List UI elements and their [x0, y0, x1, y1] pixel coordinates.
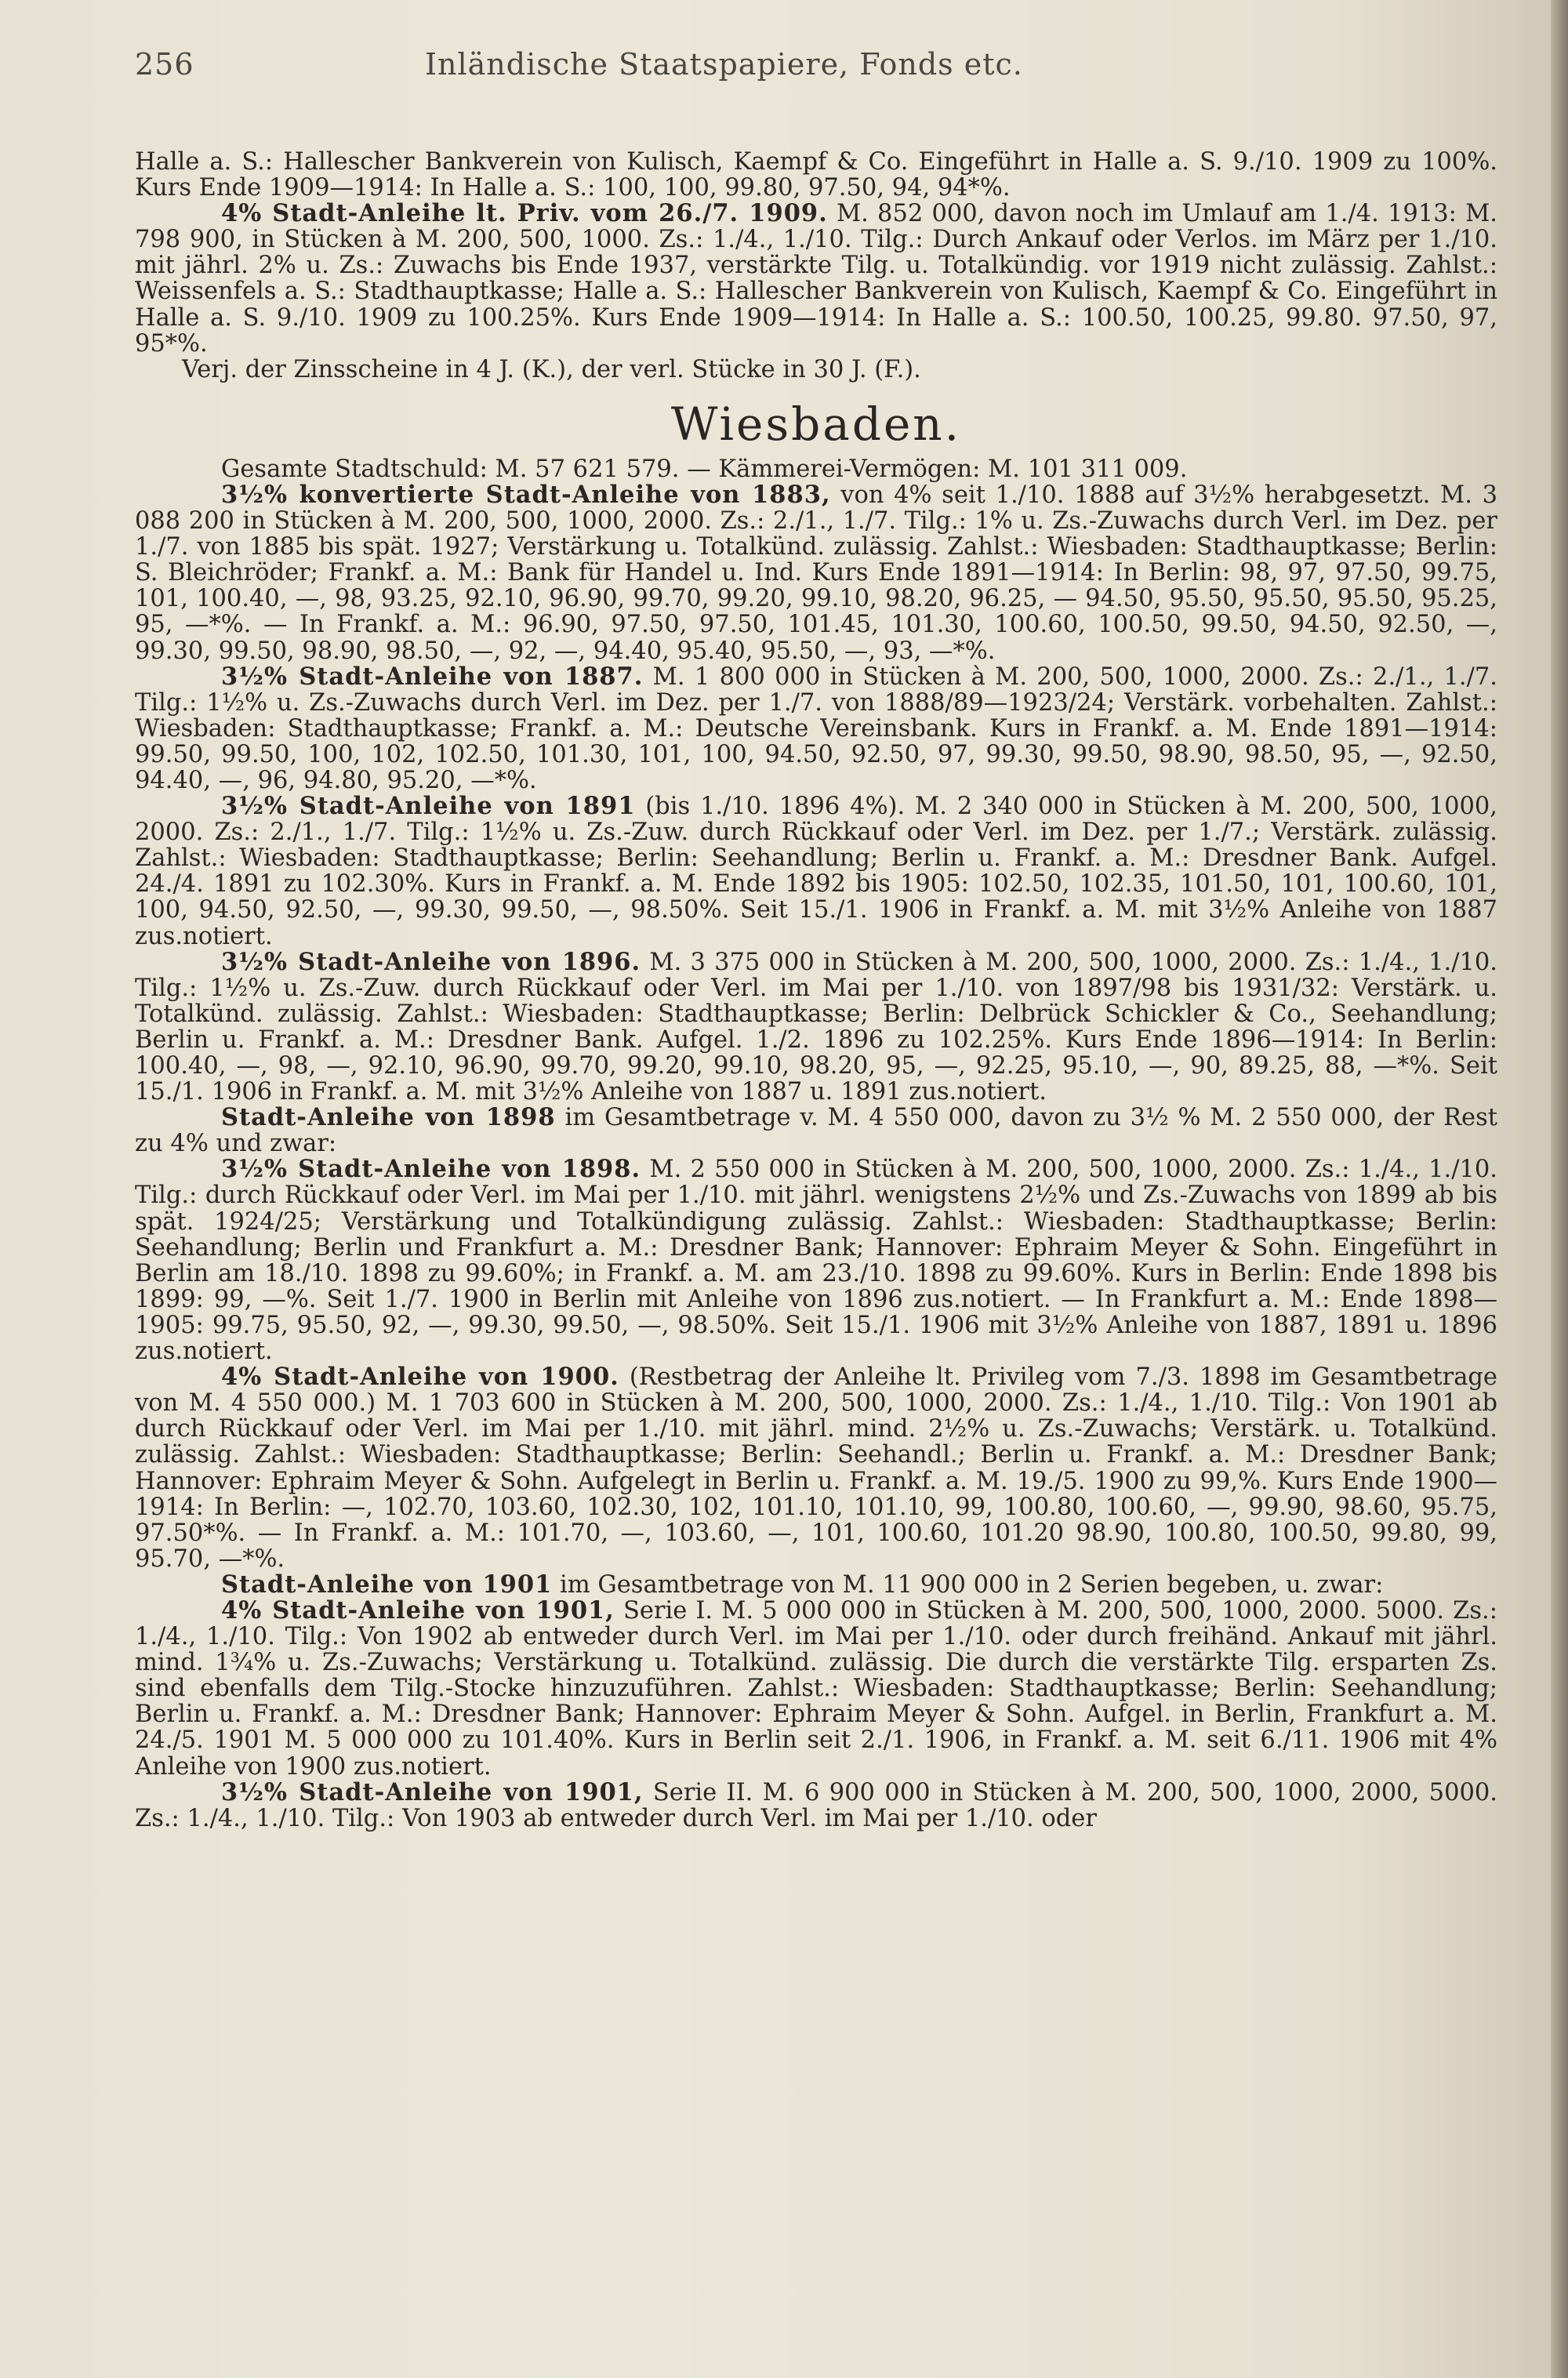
entry-text: im Gesamtbetrage v. M. 4 550 000, davon zu 3½ % M. 2 550 000, der Rest zu 4% und zwar:	[135, 1104, 1498, 1158]
entry-text: Serie I. M. 5 000 000 in Stücken à M. 200, 500, 1000, 2000. 5000. Zs.: 1./4., 1./10. Tilg.: Von 1902 ab entweder durch Verl. im Mai per 1./10. oder durch freihänd. Ankauf mit jährl. mind. 1¾% u. Zs.-Zuwachs; Verstärkung u. Totalkünd. zulässig. Die durch die verstärkte Tilg. ersparten Zs. sind ebenfalls dem Tilg.-Stocke hinzuzuführen. Zahlst.: Wiesbaden: Stadthauptkasse; Berlin: Seehandlung; Berlin u. Frankf. a. M.: Dresdner Bank; Hannover: Ephraim Meyer & Sohn. Aufgel. in Berlin, Frankfurt a. M. 24./5. 1901 M. 5 000 000 zu 101.40%. Kurs in Berlin seit 2./1. 1906, in Frankf. a. M. seit 6./11. 1906 mit 4% Anleihe von 1900 zus.notiert.	[135, 1596, 1497, 1781]
bond-entry-1891	[135, 793, 1497, 949]
entry-text: Serie II. M. 6 900 000 in Stücken à M. 200, 500, 1000, 2000, 5000. Zs.: 1./4., 1./10. Tilg.: Von 1903 ab entweder durch Verl. im Mai per 1./10. oder	[135, 1778, 1497, 1832]
bond-entry-1900	[135, 1364, 1497, 1572]
entry-text: M. 1 800 000 in Stücken à M. 200, 500, 1000, 2000. Zs.: 2./1., 1./7. Tilg.: 1½% u. Zs.-Zuwachs durch Verl. im Dez. per 1./7. von 1888/89—1923/24; Verstärk. vorbehalten. Zahlst.: Wiesbaden: Stadthauptkasse; Frankf. a. M.: Deutsche Vereinsbank. Kurs in Frankf. a. M. Ende 1891—1914: 99.50, 99.50, 100, 102, 102.50, 101.30, 101, 100, 94.50, 92.50, 97, 99.30, 99.50, 98.90, 98.50, 95, —, 92.50, 94.40, —, 96, 94.80, 95.20, —*%.	[135, 663, 1497, 794]
entry-text: M. 2 550 000 in Stücken à M. 200, 500, 1000, 2000. Zs.: 1./4., 1./10. Tilg.: durch Rückkauf oder Verl. im Mai per 1./10. mit jährl. wenigstens 2½% und Zs.-Zuwachs von 1899 ab bis spät. 1924/25; Verstärkung und Totalkündigung zulässig. Zahlst.: Wiesbaden: Stadthauptkasse; Berlin: Seehandlung; Berlin und Frankfurt a. M.: Dresdner Bank; Hannover: Ephraim Meyer & Sohn. Eingeführt in Berlin am 18./10. 1898 zu 99.60%; in Frankf. a. M. am 23./10. 1898 zu 99.60%. Kurs in Berlin: Ende 1898 bis 1899: 99, —%. Seit 1./7. 1900 in Berlin mit Anleihe von 1896 zus.notiert. — In Frankfurt a. M.: Ende 1898—1905: 99.75, 95.50, 92, —, 99.30, 99.50, —, 98.50%. Seit 15./1. 1906 mit 3½% Anleihe von 1887, 1891 u. 1896 zus.notiert.	[135, 1156, 1497, 1366]
halle-paragraph-2	[135, 201, 1497, 357]
entry-text: M. 3 375 000 in Stücken à M. 200, 500, 1000, 2000. Zs.: 1./4., 1./10. Tilg.: 1½% u. Zs.-Zuw. durch Rückkauf oder Verl. im Mai per 1./10. von 1897/98 bis 1931/32: Verstärk. u. Totalkünd. zulässig. Zahlst.: Wiesbaden: Stadthauptkasse; Berlin: Delbrück Schickler & Co., Seehandlung; Berlin u. Frankf. a. M.: Dresdner Bank. Aufgel. 1./2. 1896 zu 102.25%. Kurs Ende 1896—1914: In Berlin: 100.40, —, 98, —, 92.10, 96.90, 99.70, 99.20, 99.10, 98.20, 95, —, 92.25, 95.10, —, 90, 89.25, 88, —*%. Seit 15./1. 1906 in Frankf. a. M. mit 3½% Anleihe von 1887 u. 1891 zus.notiert.	[135, 948, 1497, 1106]
entry-heading: 3½% Stadt-Anleihe von 1896.	[221, 947, 641, 976]
halle-paragraph-1: Halle a. S.: Hallescher Bankverein von Kulisch, Kaempf & Co. Eingeführt in Halle a. S. 9./10. 1909 zu 100%. Kurs Ende 1909—1914: In Halle a. S.: 100, 100, 99.80, 97.50, 94, 94*%.	[135, 148, 1497, 202]
entry-heading: Stadt-Anleihe von 1898	[221, 1103, 556, 1132]
running-title: Inländische Staatspapiere, Fonds etc.	[425, 47, 1023, 82]
entry-heading: 3½% Stadt-Anleihe von 1887.	[221, 662, 644, 691]
bond-entry-1901-serie-2	[135, 1777, 1497, 1832]
bond-entry-1898-total	[135, 1105, 1497, 1156]
page-number: 256	[135, 47, 194, 82]
entry-text: (bis 1./10. 1896 4%). M. 2 340 000 in Stücken à M. 200, 500, 1000, 2000. Zs.: 2./1., 1./7. Tilg.: 1½% u. Zs.-Zuw. durch Rückkauf oder Verl. im Dez. per 1./7.; Verstärk. zulässig. Zahlst.: Wiesbaden: Stadthauptkasse; Berlin: Seehandlung; Berlin u. Frankf. a. M.: Dresdner Bank. Aufgel. 24./4. 1891 zu 102.30%. Kurs in Frankf. a. M. Ende 1892 bis 1905: 102.50, 102.35, 101.50, 101, 100.60, 101, 100, 94.50, 92.50, —, 99.30, 99.50, —, 98.50%. Seit 15./1. 1906 in Frankf. a. M. mit 3½% Anleihe von 1887 zus.notiert.	[135, 793, 1497, 950]
entry-heading: 3½% Stadt-Anleihe von 1901,	[221, 1777, 644, 1806]
city-heading: Wiesbaden.	[670, 397, 962, 451]
debt-summary: Gesamte Stadtschuld: M. 57 621 579. — Kämmerei-Vermögen: M. 101 311 009.	[221, 455, 1188, 483]
running-head	[135, 47, 1497, 94]
text-column	[135, 47, 1497, 1832]
entry-text: von 4% seit 1./10. 1888 auf 3½% herabgesetzt. M. 3 088 200 in Stücken à M. 200, 500, 1000, 2000. Zs.: 2./1., 1./7. Tilg.: 1% u. Zs.-Zuwachs durch Verl. im Dez. per 1./7. von 1885 bis spät. 1927; Verstärkung u. Totalkünd. zulässig. Zahlst.: Wiesbaden: Stadthauptkasse; Berlin: S. Bleichröder; Frankf. a. M.: Bank für Handel u. Ind. Kurs Ende 1891—1914: In Berlin: 98, 97, 97.50, 99.75, 101, 100.40, —, 98, 93.25, 92.10, 96.90, 99.70, 99.20, 99.10, 98.20, 96.25, — 94.50, 95.50, 95.50, 95.50, 95.25, 95, —*%. — In Frankf. a. M.: 96.90, 97.50, 97.50, 101.45, 101.30, 100.60, 100.50, 99.50, 94.50, 92.50, —, 99.30, 99.50, 98.90, 98.50, —, 92, —, 94.40, 95.40, 95.50, —, 93, —*%.	[135, 481, 1497, 665]
entry-heading: 4% Stadt-Anleihe lt. Priv. vom 26./7. 1909.	[221, 199, 828, 228]
entry-text: M. 852 000, davon noch im Umlauf am 1./4. 1913: M. 798 900, in Stücken à M. 200, 500, 1000. Zs.: 1./4., 1./10. Tilg.: Durch Ankauf oder Verlos. im März per 1./10. mit jährl. 2% u. Zs.: Zuwachs bis Ende 1937, verstärkte Tilg. u. Totalkündig. vor 1919 nicht zulässig. Zahlst.: Weissenfels a. S.: Stadthauptkasse; Halle a. S.: Hallescher Bankverein von Kulisch, Kaempf & Co. Eingeführt in Halle a. S. 9./10. 1909 zu 100.25%. Kurs Ende 1909—1914: In Halle a. S.: 100.50, 100.25, 99.80. 97.50, 97, 95*%.	[135, 200, 1497, 358]
entry-heading: Stadt-Anleihe von 1901	[221, 1570, 553, 1599]
entry-text: (Restbetrag der Anleihe lt. Privileg vom 7./3. 1898 im Gesamtbetrage von M. 4 550 000.) M. 1 703 600 in Stücken à M. 200, 500, 1000, 2000. Zs.: 1./4., 1./10. Tilg.: Von 1901 ab durch Rückkauf oder Verl. im Mai per 1./10. mit jährl. mind. 2½% u. Zs.-Zuwachs; Verstärk. u. Totalkünd. zulässig. Zahlst.: Wiesbaden: Stadthauptkasse; Berlin: Seehandl.; Berlin u. Frankf. a. M.: Dresdner Bank; Hannover: Ephraim Meyer & Sohn. Aufgelegt in Berlin u. Frankf. a. M. 19./5. 1900 zu 99,%. Kurs Ende 1900—1914: In Berlin: —, 102.70, 103.60, 102.30, 102, 101.10, 101.10, 99, 100.80, 100.60, —, 99.90, 98.60, 95.75, 97.50*%. — In Frankf. a. M.: 101.70, —, 103.60, —, 101, 100.60, 101.20 98.90, 100.80, 100.50, 99.80, 99, 95.70, —*%.	[135, 1363, 1497, 1573]
bond-entry-1887	[135, 664, 1497, 793]
bond-entry-1896	[135, 949, 1497, 1105]
bond-entry-1901-serie-1	[135, 1598, 1497, 1780]
entry-heading: 4% Stadt-Anleihe von 1901,	[221, 1596, 615, 1625]
bond-entry-1901-total	[135, 1572, 1497, 1598]
entry-heading: 3½% Stadt-Anleihe von 1891	[221, 792, 636, 821]
entry-heading: 3½% Stadt-Anleihe von 1898.	[221, 1155, 641, 1184]
entry-text: im Gesamtbetrage von M. 11 900 000 in 2 Serien begeben, u. zwar:	[552, 1570, 1384, 1599]
entry-heading: 3½% konvertierte Stadt-Anleihe von 1883,	[221, 480, 831, 509]
bond-entry-1883	[135, 482, 1497, 664]
halle-paragraph-3: Verj. der Zinsscheine in 4 J. (K.), der verl. Stücke in 30 J. (F.).	[182, 355, 921, 383]
bond-entry-1898	[135, 1156, 1497, 1364]
body-text	[135, 149, 1497, 1832]
entry-heading: 4% Stadt-Anleihe von 1900.	[221, 1363, 619, 1392]
book-spine-shadow	[1551, 0, 1568, 2378]
